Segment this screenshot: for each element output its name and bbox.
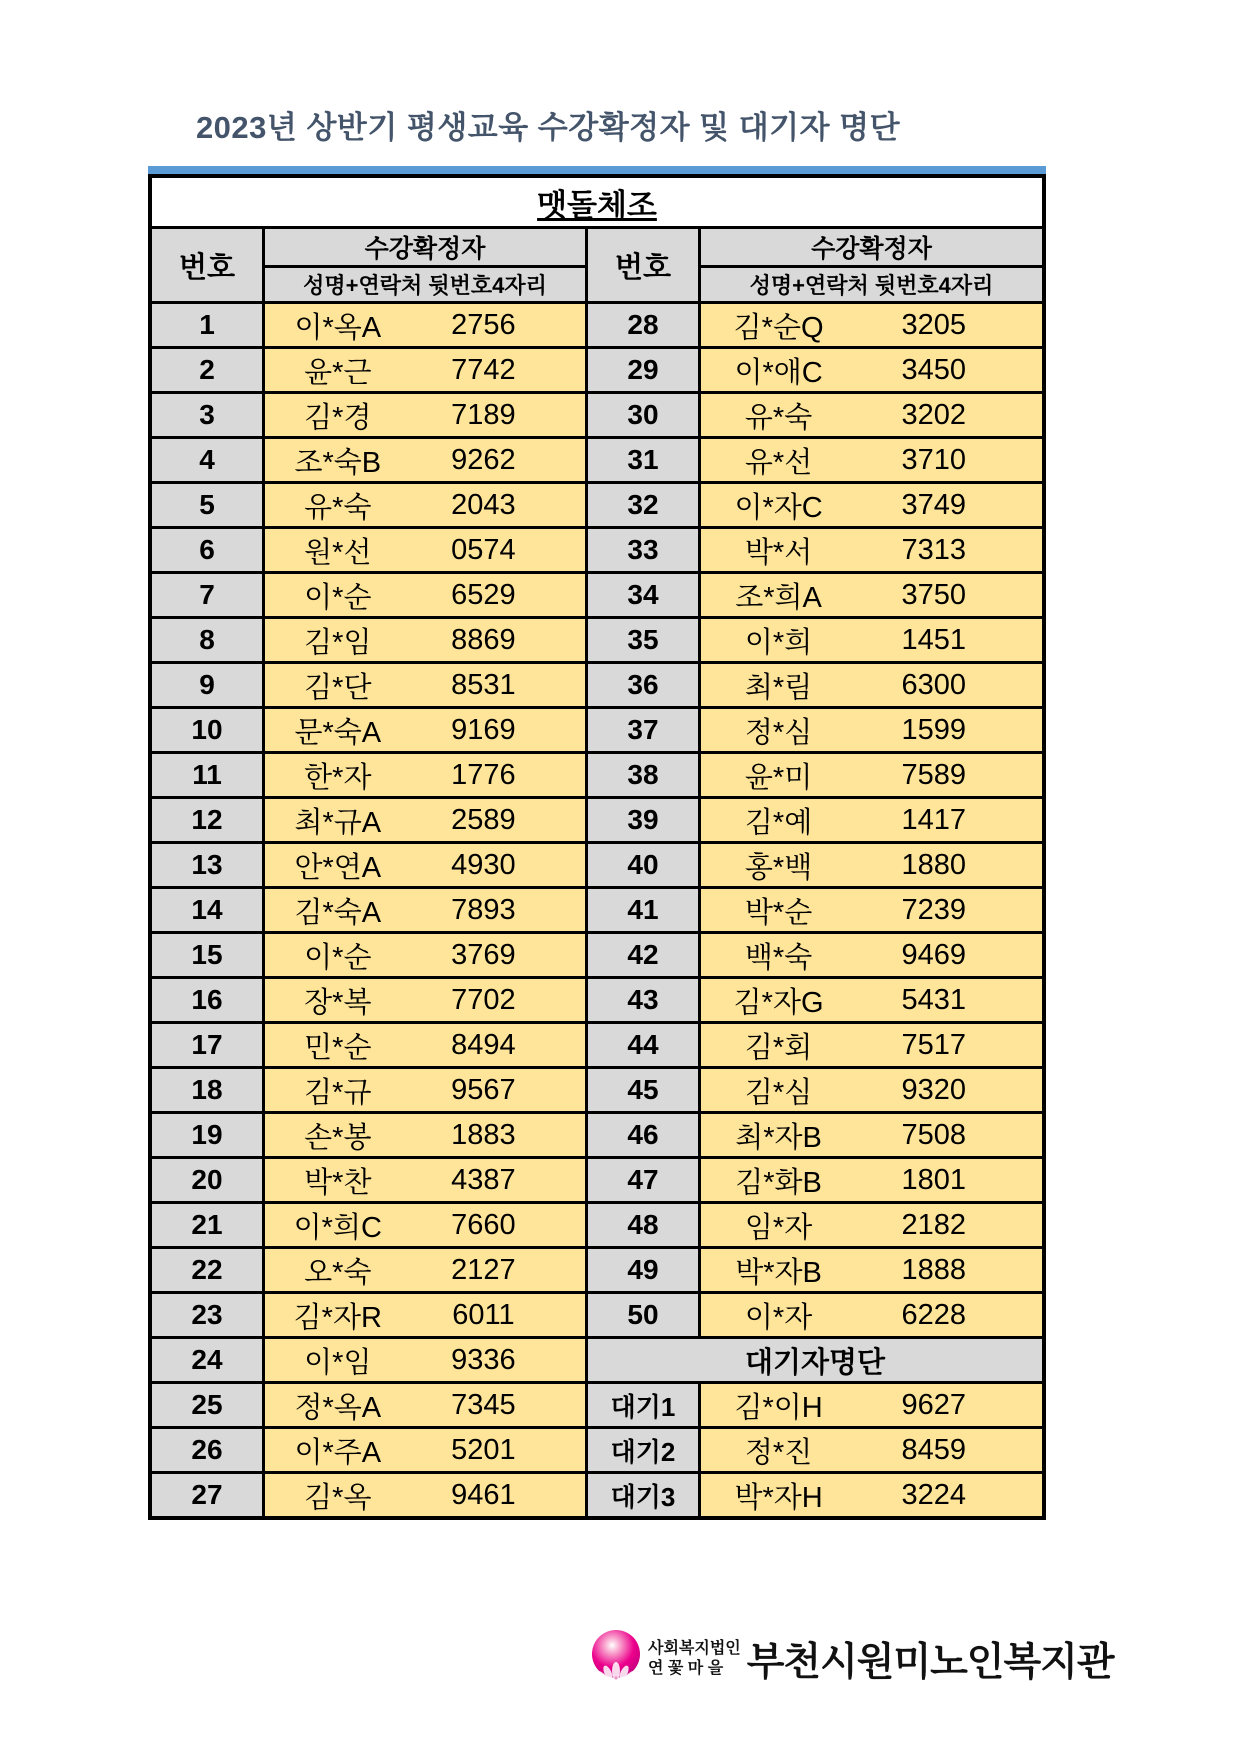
attendee-cell	[701, 1024, 1042, 1066]
row-number-cell: 16	[152, 979, 262, 1021]
row-number-cell: 25	[152, 1384, 262, 1426]
page-title: 2023년 상반기 평생교육 수강확정자 및 대기자 명단	[195, 110, 901, 145]
attendee-cell	[701, 304, 1042, 346]
column-header-sub-right: 성명+연락처 뒷번호4자리	[701, 268, 1042, 301]
attendee-name: 이*희	[744, 626, 813, 659]
org-name-line: 연 꽃 마 을	[648, 1660, 724, 1677]
course-title: 맷돌체조	[152, 178, 1042, 226]
row-number-cell: 28	[588, 304, 698, 346]
attendee-cell	[265, 1429, 585, 1471]
row-number-cell: 29	[588, 349, 698, 391]
attendee-name: 유*숙	[304, 491, 372, 524]
attendee-cell	[701, 394, 1042, 436]
attendee-digits: 3205	[901, 308, 966, 341]
waitlist-cell	[701, 1474, 1042, 1516]
waitlist-cell	[701, 1384, 1042, 1426]
attendee-name: 조*희A	[735, 581, 822, 614]
row-number-cell: 12	[152, 799, 262, 841]
attendee-digits: 5431	[901, 983, 966, 1016]
attendee-name: 정*심	[744, 716, 813, 749]
attendee-digits: 2756	[451, 308, 516, 341]
attendee-cell	[701, 439, 1042, 481]
attendee-cell	[265, 1204, 585, 1246]
row-number-cell: 27	[152, 1474, 262, 1516]
attendee-name: 이*옥A	[294, 311, 382, 344]
column-header-no-right: 번호	[588, 229, 698, 301]
attendee-digits: 8869	[451, 623, 516, 656]
attendee-name: 한*자	[304, 761, 372, 794]
attendee-name: 이*애C	[734, 356, 823, 389]
row-number-cell: 4	[152, 439, 262, 481]
attendee-cell	[265, 1294, 585, 1336]
row-number-cell: 34	[588, 574, 698, 616]
attendee-digits: 1801	[901, 1163, 966, 1196]
attendee-digits: 1417	[901, 803, 966, 836]
attendee-cell	[701, 934, 1042, 976]
waitlist-digits: 3224	[901, 1478, 966, 1511]
attendee-name: 김*순Q	[733, 311, 824, 344]
row-number-cell: 41	[588, 889, 698, 931]
attendee-name: 이*자	[744, 1301, 813, 1334]
attendee-cell	[701, 349, 1042, 391]
attendee-digits: 9461	[451, 1478, 516, 1511]
attendee-name: 김*심	[744, 1076, 813, 1109]
attendee-cell	[265, 664, 585, 706]
row-number-cell: 45	[588, 1069, 698, 1111]
attendee-cell	[701, 979, 1042, 1021]
attendee-cell	[265, 1159, 585, 1201]
attendee-digits: 6011	[452, 1298, 515, 1331]
attendee-name: 원*선	[304, 536, 372, 569]
row-number-cell: 31	[588, 439, 698, 481]
attendee-cell	[701, 664, 1042, 706]
attendee-cell	[265, 799, 585, 841]
attendee-name: 김*숙A	[294, 896, 382, 929]
waitlist-name: 김*이H	[734, 1391, 823, 1424]
attendee-digits: 9336	[451, 1343, 516, 1376]
row-number-cell: 3	[152, 394, 262, 436]
attendee-cell	[701, 754, 1042, 796]
attendee-name: 손*봉	[304, 1121, 372, 1154]
row-number-cell: 32	[588, 484, 698, 526]
attendee-cell	[701, 1069, 1042, 1111]
attendee-digits: 1776	[451, 758, 516, 791]
row-number-cell: 14	[152, 889, 262, 931]
attendee-name: 윤*미	[744, 761, 813, 794]
attendee-digits: 9262	[451, 443, 516, 476]
attendee-name: 김*자R	[293, 1301, 382, 1334]
row-number-cell: 47	[588, 1159, 698, 1201]
attendee-name: 김*규	[304, 1076, 372, 1109]
row-number-cell: 6	[152, 529, 262, 571]
attendee-digits: 2043	[451, 488, 516, 521]
row-number-cell: 9	[152, 664, 262, 706]
row-number-cell: 17	[152, 1024, 262, 1066]
attendee-cell	[265, 1339, 585, 1381]
attendee-digits: 7345	[451, 1388, 516, 1421]
waitlist-digits: 9627	[901, 1388, 966, 1421]
attendee-name: 최*자B	[735, 1121, 822, 1154]
row-number-cell: 50	[588, 1294, 698, 1336]
attendee-cell	[265, 979, 585, 1021]
attendee-digits: 0574	[451, 533, 516, 566]
lotus-sphere-logo-icon	[590, 1628, 642, 1691]
attendee-digits: 7313	[901, 533, 966, 566]
attendee-name: 박*자B	[735, 1256, 822, 1289]
row-number-cell: 26	[152, 1429, 262, 1471]
row-number-cell: 22	[152, 1249, 262, 1291]
attendee-cell	[265, 1249, 585, 1291]
attendee-cell	[265, 1474, 585, 1516]
attendee-digits: 7702	[451, 983, 516, 1016]
attendee-digits: 9320	[901, 1073, 966, 1106]
attendee-cell	[701, 1204, 1042, 1246]
column-header-no-left: 번호	[152, 229, 262, 301]
attendee-cell	[265, 889, 585, 931]
row-number-cell: 11	[152, 754, 262, 796]
attendee-digits: 9469	[901, 938, 966, 971]
row-number-cell: 49	[588, 1249, 698, 1291]
org-small-text	[648, 1639, 741, 1679]
row-number-cell: 1	[152, 304, 262, 346]
attendee-cell	[701, 709, 1042, 751]
roster-grid	[152, 229, 1042, 1516]
row-number-cell: 23	[152, 1294, 262, 1336]
row-number-cell: 7	[152, 574, 262, 616]
attendee-digits: 1883	[451, 1118, 516, 1151]
row-number-cell: 38	[588, 754, 698, 796]
attendee-name: 김*회	[744, 1031, 813, 1064]
attendee-cell	[701, 619, 1042, 661]
attendee-name: 유*숙	[744, 401, 813, 434]
row-number-cell: 39	[588, 799, 698, 841]
row-number-cell: 18	[152, 1069, 262, 1111]
column-header-confirmed-right: 수강확정자	[701, 229, 1042, 265]
waitlist-label-cell: 대기1	[588, 1384, 698, 1426]
attendee-name: 박*서	[744, 536, 813, 569]
row-number-cell: 30	[588, 394, 698, 436]
attendee-name: 안*연A	[294, 851, 382, 884]
attendee-digits: 1451	[901, 623, 966, 656]
waitlist-label-cell: 대기2	[588, 1429, 698, 1471]
attendee-digits: 5201	[451, 1433, 516, 1466]
row-number-cell: 46	[588, 1114, 698, 1156]
row-number-cell: 2	[152, 349, 262, 391]
attendee-name: 이*자C	[734, 491, 823, 524]
row-number-cell: 37	[588, 709, 698, 751]
attendee-digits: 6529	[451, 578, 516, 611]
attendee-cell	[265, 844, 585, 886]
attendee-cell	[701, 1249, 1042, 1291]
attendee-digits: 4387	[451, 1163, 516, 1196]
attendee-digits: 3202	[901, 398, 966, 431]
roster-table	[148, 174, 1046, 1520]
attendee-digits: 7189	[451, 398, 516, 431]
attendee-digits: 1880	[901, 848, 966, 881]
attendee-name: 김*화B	[735, 1166, 822, 1199]
attendee-digits: 9567	[451, 1073, 516, 1106]
attendee-name: 홍*백	[744, 851, 813, 884]
attendee-digits: 4930	[451, 848, 516, 881]
row-number-cell: 40	[588, 844, 698, 886]
attendee-cell	[701, 484, 1042, 526]
attendee-name: 최*림	[744, 671, 813, 704]
attendee-name: 민*순	[304, 1031, 372, 1064]
attendee-cell	[265, 1114, 585, 1156]
row-number-cell: 20	[152, 1159, 262, 1201]
row-number-cell: 15	[152, 934, 262, 976]
attendee-name: 문*숙A	[294, 716, 382, 749]
attendee-name: 김*임	[304, 626, 372, 659]
row-number-cell: 5	[152, 484, 262, 526]
waitlist-name: 박*자H	[734, 1481, 823, 1514]
attendee-cell	[265, 1024, 585, 1066]
row-number-cell: 44	[588, 1024, 698, 1066]
attendee-cell	[265, 1069, 585, 1111]
attendee-digits: 7660	[451, 1208, 516, 1241]
attendee-digits: 3450	[901, 353, 966, 386]
row-number-cell: 13	[152, 844, 262, 886]
attendee-cell	[701, 889, 1042, 931]
footer-logo	[590, 1628, 1114, 1690]
row-number-cell: 48	[588, 1204, 698, 1246]
attendee-cell	[701, 574, 1042, 616]
row-number-cell: 8	[152, 619, 262, 661]
attendee-cell	[265, 529, 585, 571]
attendee-cell	[265, 574, 585, 616]
attendee-digits: 1599	[901, 713, 966, 746]
row-number-cell: 42	[588, 934, 698, 976]
attendee-name: 조*숙B	[294, 446, 382, 479]
waitlist-header-cell: 대기자명단	[588, 1339, 1042, 1381]
org-type-line: 사회복지법인	[648, 1640, 741, 1657]
attendee-digits: 9169	[451, 713, 516, 746]
attendee-name: 유*선	[744, 446, 813, 479]
attendee-digits: 3750	[901, 578, 966, 611]
attendee-cell	[265, 439, 585, 481]
column-header-confirmed-left: 수강확정자	[265, 229, 585, 265]
attendee-digits: 3769	[451, 938, 516, 971]
attendee-name: 이*순	[304, 941, 372, 974]
attendee-digits: 3749	[901, 488, 966, 521]
row-number-cell: 19	[152, 1114, 262, 1156]
attendee-name: 임*자	[744, 1211, 813, 1244]
accent-divider-bar	[148, 166, 1046, 174]
attendee-digits: 3710	[901, 443, 966, 476]
attendee-name: 김*옥	[304, 1481, 372, 1514]
attendee-cell	[701, 1159, 1042, 1201]
attendee-digits: 2182	[901, 1208, 966, 1241]
attendee-name: 김*자G	[733, 986, 824, 1019]
attendee-cell	[265, 1384, 585, 1426]
attendee-cell	[265, 304, 585, 346]
attendee-digits: 7893	[451, 893, 516, 926]
attendee-name: 김*단	[304, 671, 372, 704]
attendee-name: 김*예	[744, 806, 813, 839]
attendee-name: 박*찬	[304, 1166, 372, 1199]
waitlist-cell	[701, 1429, 1042, 1471]
attendee-name: 정*옥A	[294, 1391, 382, 1424]
attendee-digits: 7517	[901, 1028, 966, 1061]
row-number-cell: 24	[152, 1339, 262, 1381]
attendee-cell	[701, 1114, 1042, 1156]
attendee-name: 이*임	[304, 1346, 372, 1379]
attendee-name: 김*경	[304, 401, 372, 434]
attendee-name: 이*순	[304, 581, 372, 614]
attendee-digits: 2127	[451, 1253, 516, 1286]
attendee-digits: 6300	[901, 668, 966, 701]
attendee-name: 이*주A	[294, 1436, 382, 1469]
attendee-name: 최*규A	[294, 806, 382, 839]
attendee-cell	[265, 709, 585, 751]
attendee-name: 윤*근	[304, 356, 372, 389]
attendee-cell	[701, 799, 1042, 841]
attendee-cell	[701, 844, 1042, 886]
attendee-cell	[701, 1294, 1042, 1336]
row-number-cell: 35	[588, 619, 698, 661]
attendee-digits: 7742	[451, 353, 516, 386]
attendee-cell	[265, 349, 585, 391]
attendee-name: 박*순	[744, 896, 813, 929]
attendee-cell	[265, 484, 585, 526]
attendee-cell	[265, 754, 585, 796]
waitlist-digits: 8459	[901, 1433, 966, 1466]
attendee-name: 이*희C	[293, 1211, 382, 1244]
attendee-digits: 7239	[901, 893, 966, 926]
attendee-digits: 2589	[451, 803, 516, 836]
attendee-name: 장*복	[304, 986, 372, 1019]
row-number-cell: 33	[588, 529, 698, 571]
attendee-cell	[265, 934, 585, 976]
attendee-digits: 8531	[451, 668, 516, 701]
row-number-cell: 10	[152, 709, 262, 751]
attendee-digits: 8494	[451, 1028, 516, 1061]
row-number-cell: 43	[588, 979, 698, 1021]
waitlist-label-cell: 대기3	[588, 1474, 698, 1516]
row-number-cell: 21	[152, 1204, 262, 1246]
attendee-cell	[265, 394, 585, 436]
attendee-cell	[701, 529, 1042, 571]
waitlist-name: 정*진	[744, 1436, 813, 1469]
attendee-digits: 7508	[901, 1118, 966, 1151]
attendee-digits: 6228	[901, 1298, 966, 1331]
column-header-sub-left: 성명+연락처 뒷번호4자리	[265, 268, 585, 301]
attendee-name: 백*숙	[744, 941, 813, 974]
attendee-cell	[265, 619, 585, 661]
attendee-name: 오*숙	[304, 1256, 372, 1289]
welfare-center-name: 부천시원미노인복지관	[746, 1641, 1114, 1684]
attendee-digits: 7589	[901, 758, 966, 791]
row-number-cell: 36	[588, 664, 698, 706]
attendee-digits: 1888	[901, 1253, 966, 1286]
